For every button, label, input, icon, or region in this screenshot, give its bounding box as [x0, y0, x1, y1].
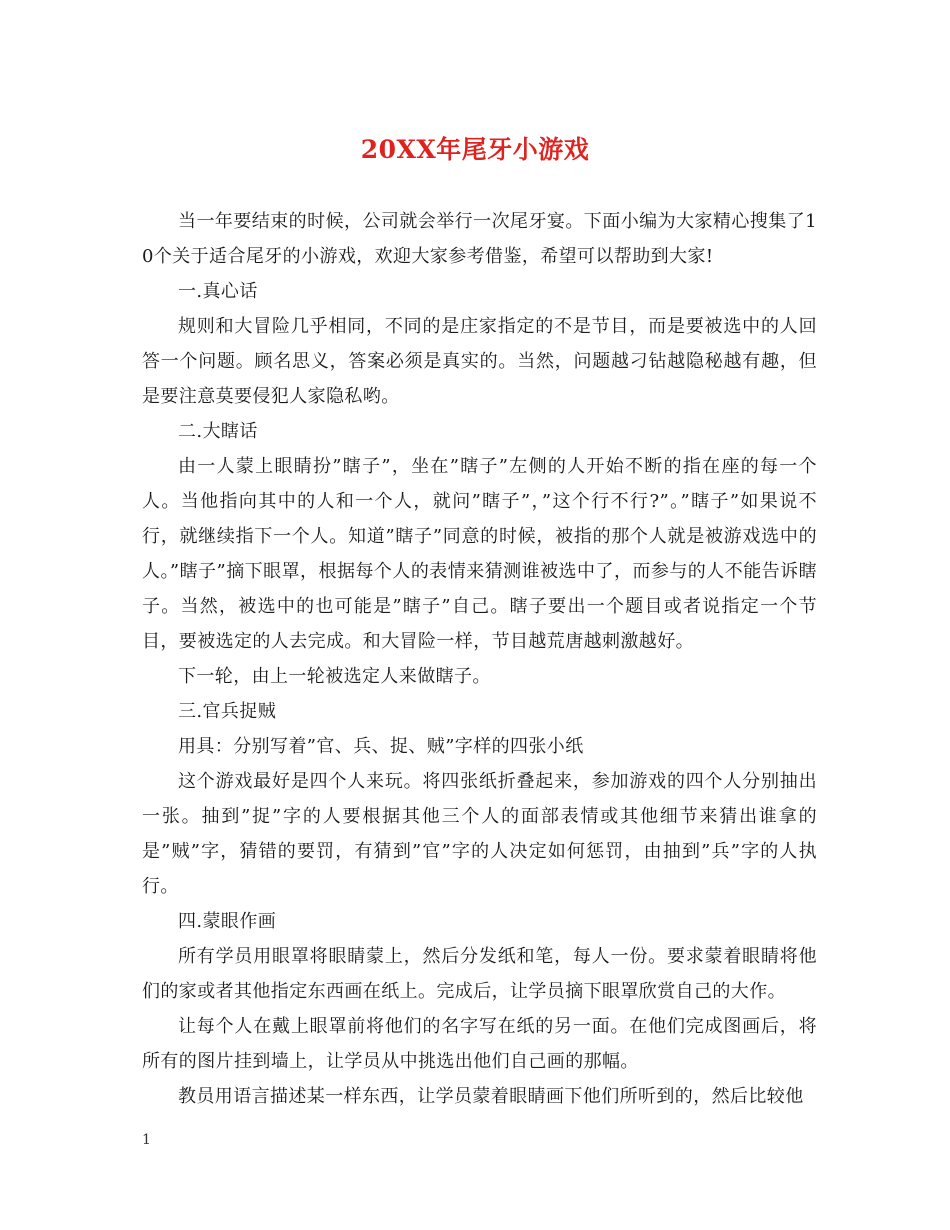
section-heading-blindfold-drawing: 四.蒙眼作画 — [178, 911, 277, 932]
section-paragraph: 让每个人在戴上眼罩前将他们的名字写在纸的另一面。在他们完成图画后，将所有的图片挂到墙上，让学员从中挑选出他们自己画的那幅。 — [142, 1016, 817, 1072]
section-paragraph: 规则和大冒险几乎相同，不同的是庄家指定的不是节目，而是要被选中的人回答一个问题。顾名思义，答案必须是真实的。当然，问题越刁钻越隐秘越有趣，但是要注意莫要侵犯人家隐私哟。 — [142, 316, 817, 407]
section-heading-truth: 一.真心话 — [178, 281, 258, 302]
section-heading-blind: 二.大瞎话 — [178, 421, 258, 442]
document-title: 20XX年尾牙小游戏 — [360, 135, 590, 164]
section-paragraph: 教员用语言描述某一样东西，让学员蒙着眼睛画下他们所听到的，然后比较他 — [178, 1086, 804, 1107]
section-paragraph: 由一人蒙上眼睛扮”瞎子”，坐在”瞎子”左侧的人开始不断的指在座的每一个人。当他指向其中的人和一个人，就问”瞎子”，”这个行不行?”。”瞎子”如果说不行，就继续指下一个人。知道”瞎子”同意的时候，被指的那个人就是被游戏选中的人。”瞎子”摘下眼罩，根据每个人的表情来猜测谁被选中了，而参与的人不能告诉瞎子。当然，被选中的也可能是”瞎子”自己。瞎子要出一个题目或者说指定一个节目，要被选定的人去完成。和大冒险一样，节目越荒唐越刺激越好。 — [142, 456, 817, 652]
section-paragraph: 下一轮，由上一轮被选定人来做瞎子。 — [178, 666, 491, 687]
page-number: 1 — [142, 1132, 151, 1148]
intro-paragraph: 当一年要结束的时候，公司就会举行一次尾牙宴。下面小编为大家精心搜集了10个关于适合尾牙的小游戏，欢迎大家参考借鉴，希望可以帮助到大家! — [142, 211, 817, 267]
section-paragraph: 所有学员用眼罩将眼睛蒙上，然后分发纸和笔，每人一份。要求蒙着眼睛将他们的家或者其他指定东西画在纸上。完成后，让学员摘下眼罩欣赏自己的大作。 — [142, 946, 817, 1002]
section-heading-officers: 三.官兵捉贼 — [178, 701, 277, 722]
section-paragraph: 这个游戏最好是四个人来玩。将四张纸折叠起来，参加游戏的四个人分别抽出一张。抽到”捉”字的人要根据其他三个人的面部表情或其他细节来猜出谁拿的是”贼”字，猜错的要罚，有猜到”官”字的人决定如何惩罚，由抽到”兵”字的人执行。 — [142, 771, 817, 897]
document-body — [142, 204, 817, 1114]
section-paragraph: 用具：分别写着”官、兵、捉、贼”字样的四张小纸 — [178, 736, 584, 757]
